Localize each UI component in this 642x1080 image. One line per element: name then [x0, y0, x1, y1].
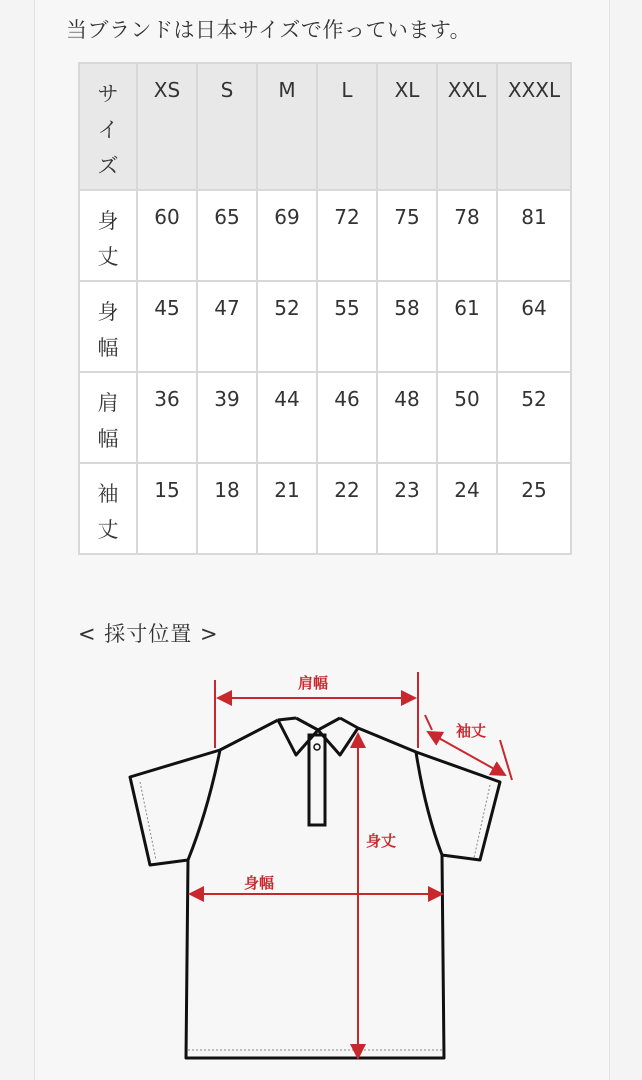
table-cell: 36: [137, 372, 197, 463]
table-cell: 44: [257, 372, 317, 463]
table-cell: 18: [197, 463, 257, 554]
table-cell: 65: [197, 190, 257, 281]
size-note: 当ブランドは日本サイズで作っています。: [66, 18, 472, 42]
row-label: 身丈: [79, 190, 137, 281]
table-cell: 48: [377, 372, 437, 463]
size-col-header: XXL: [437, 63, 497, 190]
table-row: [79, 190, 571, 281]
table-cell: 72: [317, 190, 377, 281]
size-header-row: [79, 63, 571, 190]
size-header-label: サイズ: [79, 63, 137, 190]
table-cell: 45: [137, 281, 197, 372]
table-cell: 78: [437, 190, 497, 281]
table-cell: 22: [317, 463, 377, 554]
size-col-header: L: [317, 63, 377, 190]
shoulder-width-label: 肩幅: [298, 674, 329, 692]
row-label: 袖丈: [79, 463, 137, 554]
row-label: 肩幅: [79, 372, 137, 463]
body-length-label: 身丈: [366, 832, 397, 850]
sleeve-length-label: 袖丈: [456, 722, 487, 740]
table-cell: 23: [377, 463, 437, 554]
size-col-header: XS: [137, 63, 197, 190]
table-cell: 61: [437, 281, 497, 372]
table-cell: 47: [197, 281, 257, 372]
size-table: [78, 62, 572, 555]
measurement-title: < 採寸位置 >: [78, 622, 219, 646]
table-cell: 55: [317, 281, 377, 372]
table-cell: 46: [317, 372, 377, 463]
table-cell: 52: [257, 281, 317, 372]
polo-shirt-diagram: [120, 660, 520, 1070]
table-cell: 64: [497, 281, 571, 372]
table-cell: 15: [137, 463, 197, 554]
table-row: [79, 463, 571, 554]
table-cell: 25: [497, 463, 571, 554]
table-cell: 24: [437, 463, 497, 554]
table-cell: 81: [497, 190, 571, 281]
table-cell: 69: [257, 190, 317, 281]
table-cell: 60: [137, 190, 197, 281]
table-cell: 39: [197, 372, 257, 463]
size-col-header: M: [257, 63, 317, 190]
table-row: [79, 372, 571, 463]
size-col-header: XL: [377, 63, 437, 190]
row-label: 身幅: [79, 281, 137, 372]
table-cell: 21: [257, 463, 317, 554]
table-cell: 50: [437, 372, 497, 463]
table-cell: 75: [377, 190, 437, 281]
size-col-header: S: [197, 63, 257, 190]
body-width-label: 身幅: [244, 874, 275, 892]
table-cell: 58: [377, 281, 437, 372]
table-row: [79, 281, 571, 372]
size-col-header: XXXL: [497, 63, 571, 190]
table-cell: 52: [497, 372, 571, 463]
